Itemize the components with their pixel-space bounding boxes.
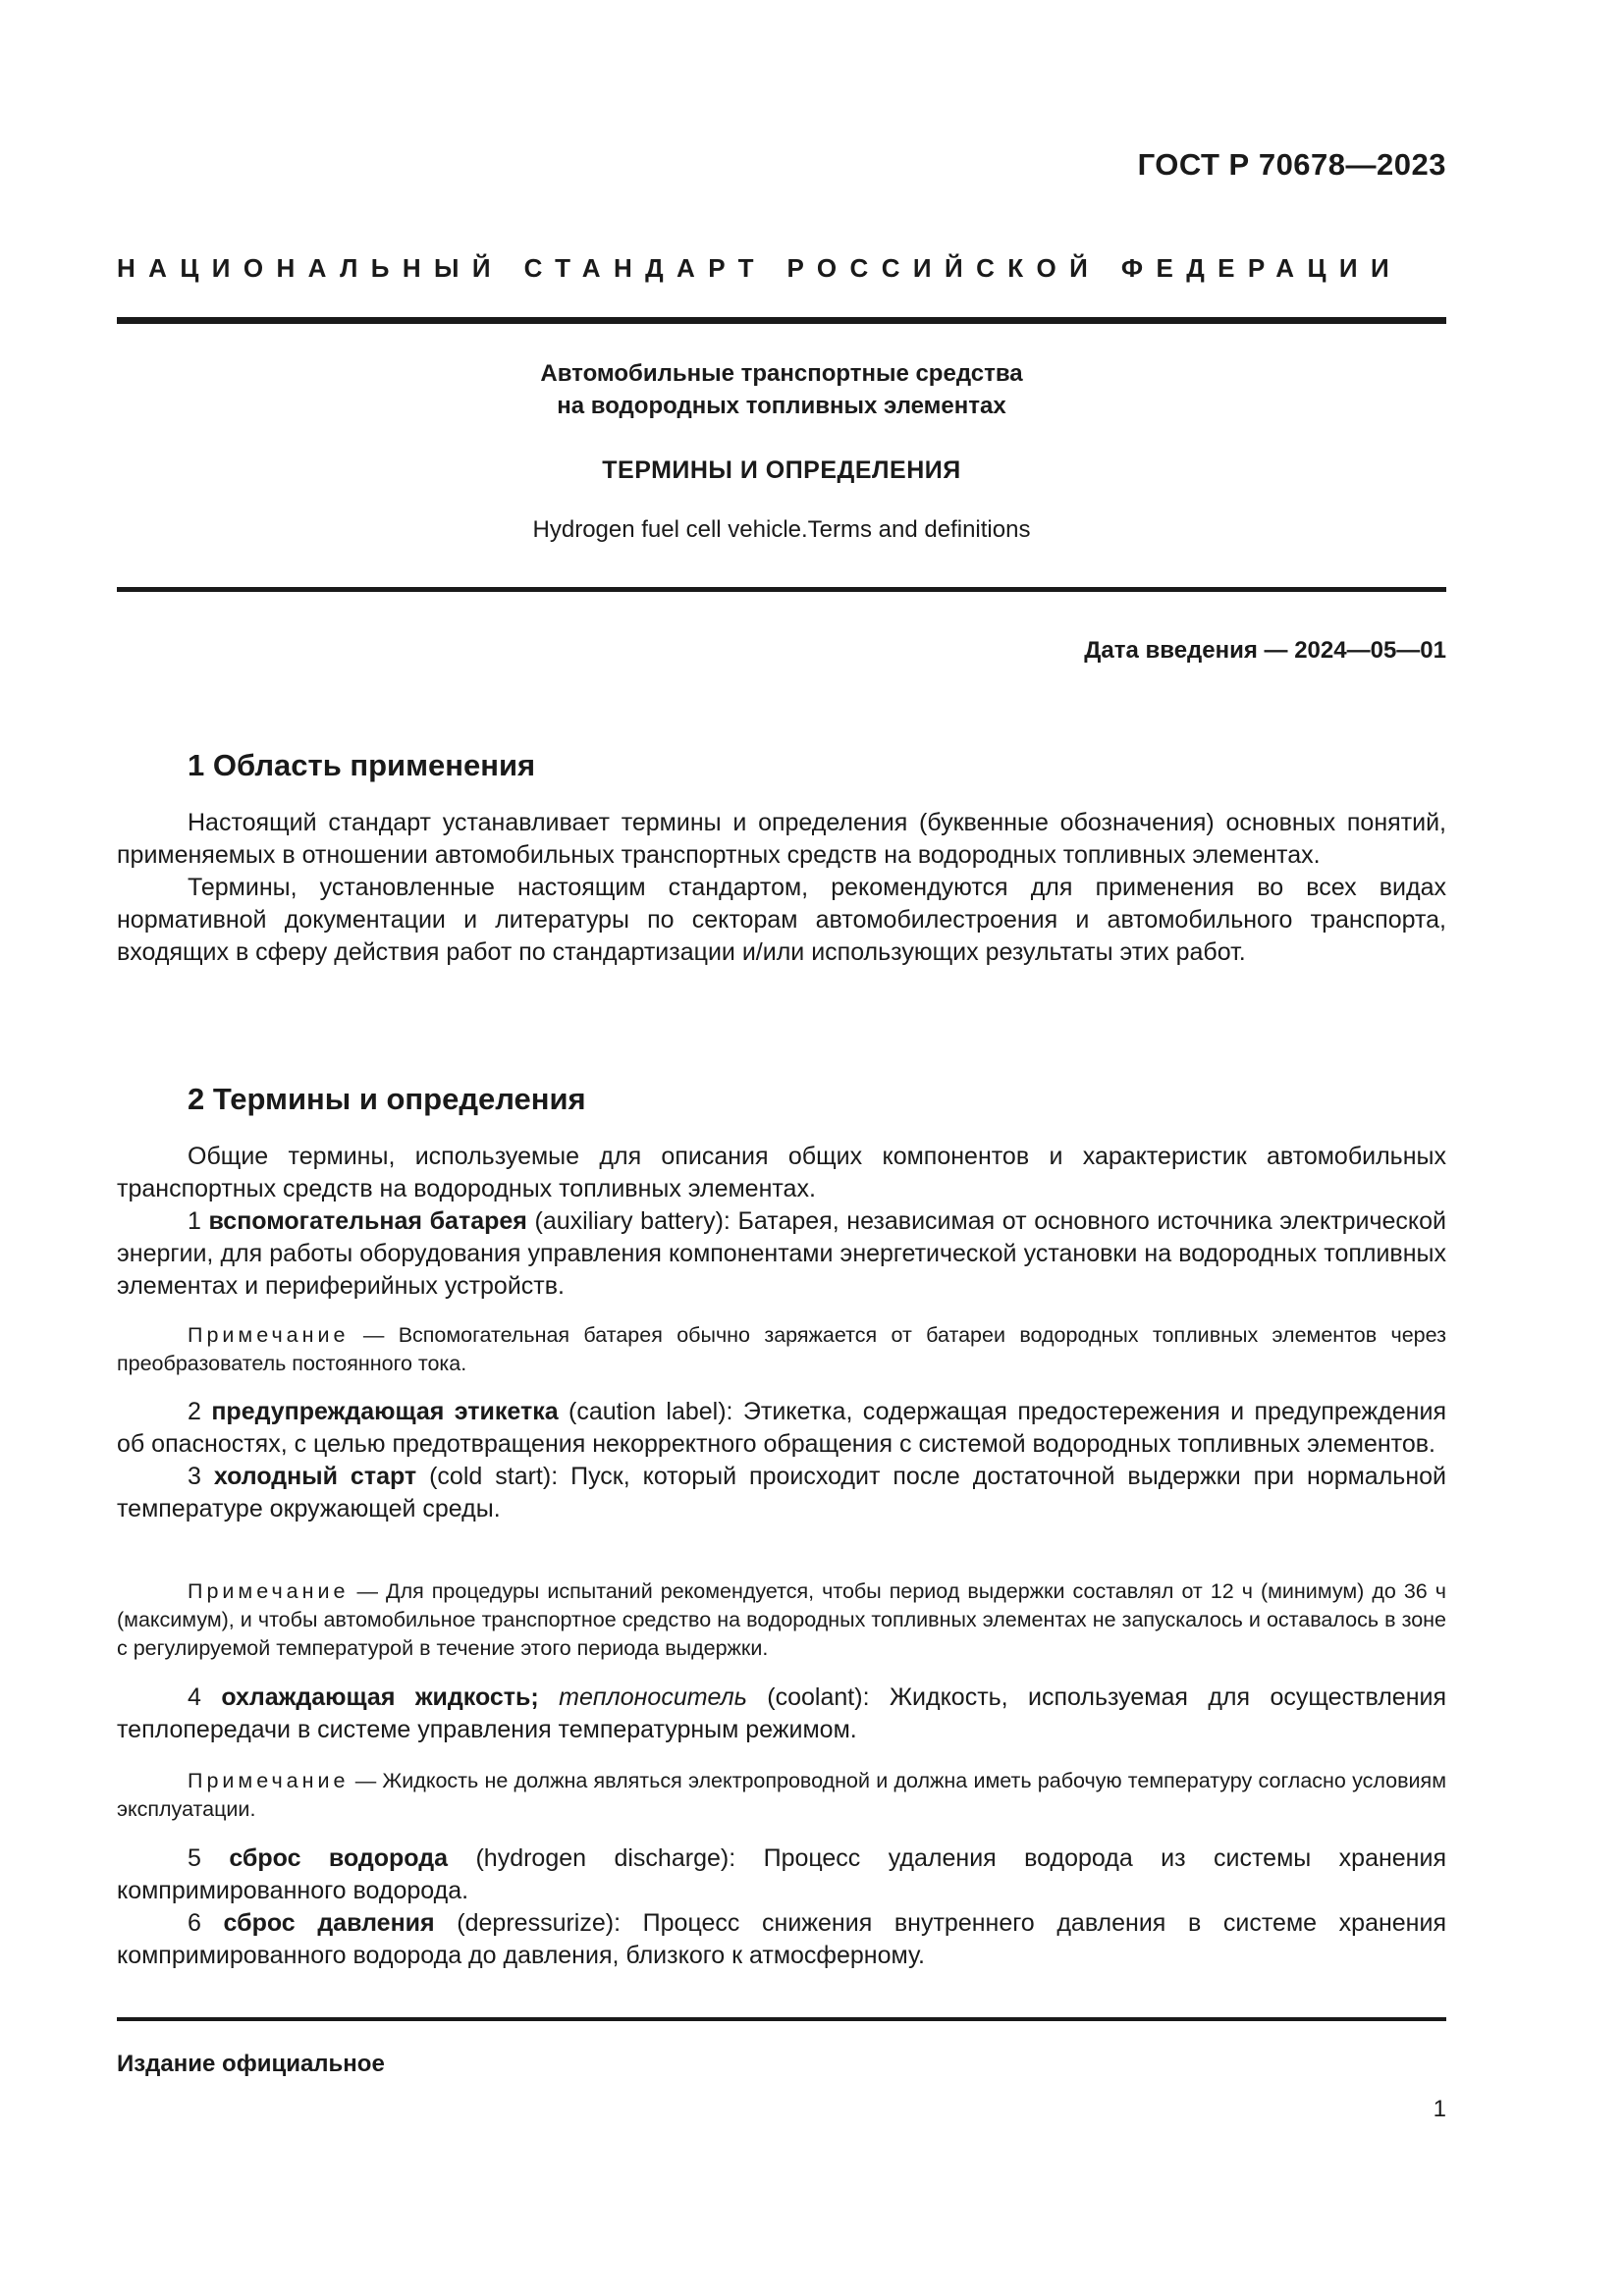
section2-heading: 2 Термины и определения <box>188 1082 586 1116</box>
note-label: Примечание <box>188 1323 350 1347</box>
doc-subtitle: ТЕРМИНЫ И ОПРЕДЕЛЕНИЯ <box>602 456 961 484</box>
terms-block <box>117 1842 1446 1972</box>
term-number: 1 <box>188 1207 201 1235</box>
title-rule <box>117 587 1446 592</box>
term-entry: 4 охлаждающая жидкость; теплоноситель (coolant): Жидкость, используемая для осуществления теплопередачи в системе управления температурным режимом. <box>117 1683 1447 1743</box>
note-text: — Жидкость не должна являться электропроводной и должна иметь рабочую температуру согласно условиям эксплуатации. <box>117 1769 1446 1821</box>
doc-title-line1: Автомобильные транспортные средства <box>540 360 1023 387</box>
section1-paragraph: Термины, установленные настоящим стандартом, рекомендуются для применения во всех видах нормативной документации и литературы по секторам автомобилестроения и автомобильного транспорта, входящих в сферу действия работ по стандартизации и/или использующих результаты этих работ. <box>117 874 1446 966</box>
doc-title <box>117 357 1446 422</box>
section2-intro-block <box>117 1141 1446 1303</box>
doc-title-english: Hydrogen fuel cell vehicle.Terms and definitions <box>532 516 1031 543</box>
section2-intro: Общие термины, используемые для описания общих компонентов и характеристик автомобильных транспортных средств на водородных топливных элементах. <box>117 1143 1446 1202</box>
note-block <box>117 1321 1446 1378</box>
section1-body <box>117 807 1446 969</box>
terms-block <box>117 1396 1446 1525</box>
term-name: предупреждающая этикетка <box>211 1398 559 1425</box>
footer-rule <box>117 2017 1446 2021</box>
note-text: — Вспомогательная батарея обычно заряжается от батареи водородных топливных элементов через преобразователь постоянного тока. <box>117 1323 1446 1375</box>
doc-title-line2: на водородных топливных элементах <box>557 393 1006 419</box>
header-rule <box>117 317 1446 324</box>
intro-date: Дата введения — 2024—05—01 <box>1084 637 1446 664</box>
term-definition: Батарея, независимая от основного источника электрической энергии, для работы оборудования управления компонентами энергетической установки на водородных топливных элементах и периферийных устройств. <box>117 1207 1446 1300</box>
term-name: сброс водорода <box>229 1844 449 1872</box>
term-entry: 5 сброс водорода (hydrogen discharge): Процесс удаления водорода из системы хранения компримированного водорода. <box>117 1844 1446 1904</box>
note-text: — Для процедуры испытаний рекомендуется, чтобы период выдержки составлял от 12 ч (минимум) до 36 ч (максимум), и чтобы автомобильное транспортное средство на водородных топливных элементах не запускалось и оставалось в зоне с регулируемой температурой в течение этого периода выдержки. <box>117 1579 1446 1660</box>
note-block <box>117 1767 1446 1824</box>
term-name: вспомогательная батарея <box>208 1207 527 1235</box>
term-english: (auxiliary battery): <box>534 1207 731 1235</box>
doc-code: ГОСТ Р 70678—2023 <box>1137 147 1446 182</box>
term-name: охлаждающая жидкость; <box>221 1683 539 1711</box>
note-label: Примечание <box>188 1769 350 1792</box>
term-name: сброс давления <box>223 1909 435 1937</box>
term-entry <box>117 1205 1446 1303</box>
term-entry: 3 холодный старт (cold start): Пуск, который происходит после достаточной выдержки при нормальной температуре окружающей среды. <box>117 1463 1446 1522</box>
note-label: Примечание <box>188 1579 350 1603</box>
term-entry: 2 предупреждающая этикетка (caution label): Этикетка, содержащая предостережения и предупреждения об опасностях, с целью предотвращения некорректного обращения с системой водородных топливных элементов. <box>117 1398 1446 1458</box>
term-alt: теплоноситель <box>559 1683 747 1711</box>
section1-heading: 1 Область применения <box>188 748 536 782</box>
note-block <box>117 1577 1446 1663</box>
edition-label: Издание официальное <box>117 2051 385 2077</box>
national-standard-banner: НАЦИОНАЛЬНЫЙ СТАНДАРТ РОССИЙСКОЙ ФЕДЕРАЦИИ <box>117 253 1403 283</box>
term-entry: 6 сброс давления (depressurize): Процесс снижения внутреннего давления в системе хранения компримированного водорода до давления, близкого к атмосферному. <box>117 1909 1446 1969</box>
term-name: холодный старт <box>213 1463 417 1490</box>
terms-block <box>117 1682 1446 1746</box>
page-number: 1 <box>1433 2096 1446 2122</box>
section1-paragraph: Настоящий стандарт устанавливает термины и определения (буквенные обозначения) основных понятий, применяемых в отношении автомобильных транспортных средств на водородных топливных элементах. <box>117 809 1446 869</box>
